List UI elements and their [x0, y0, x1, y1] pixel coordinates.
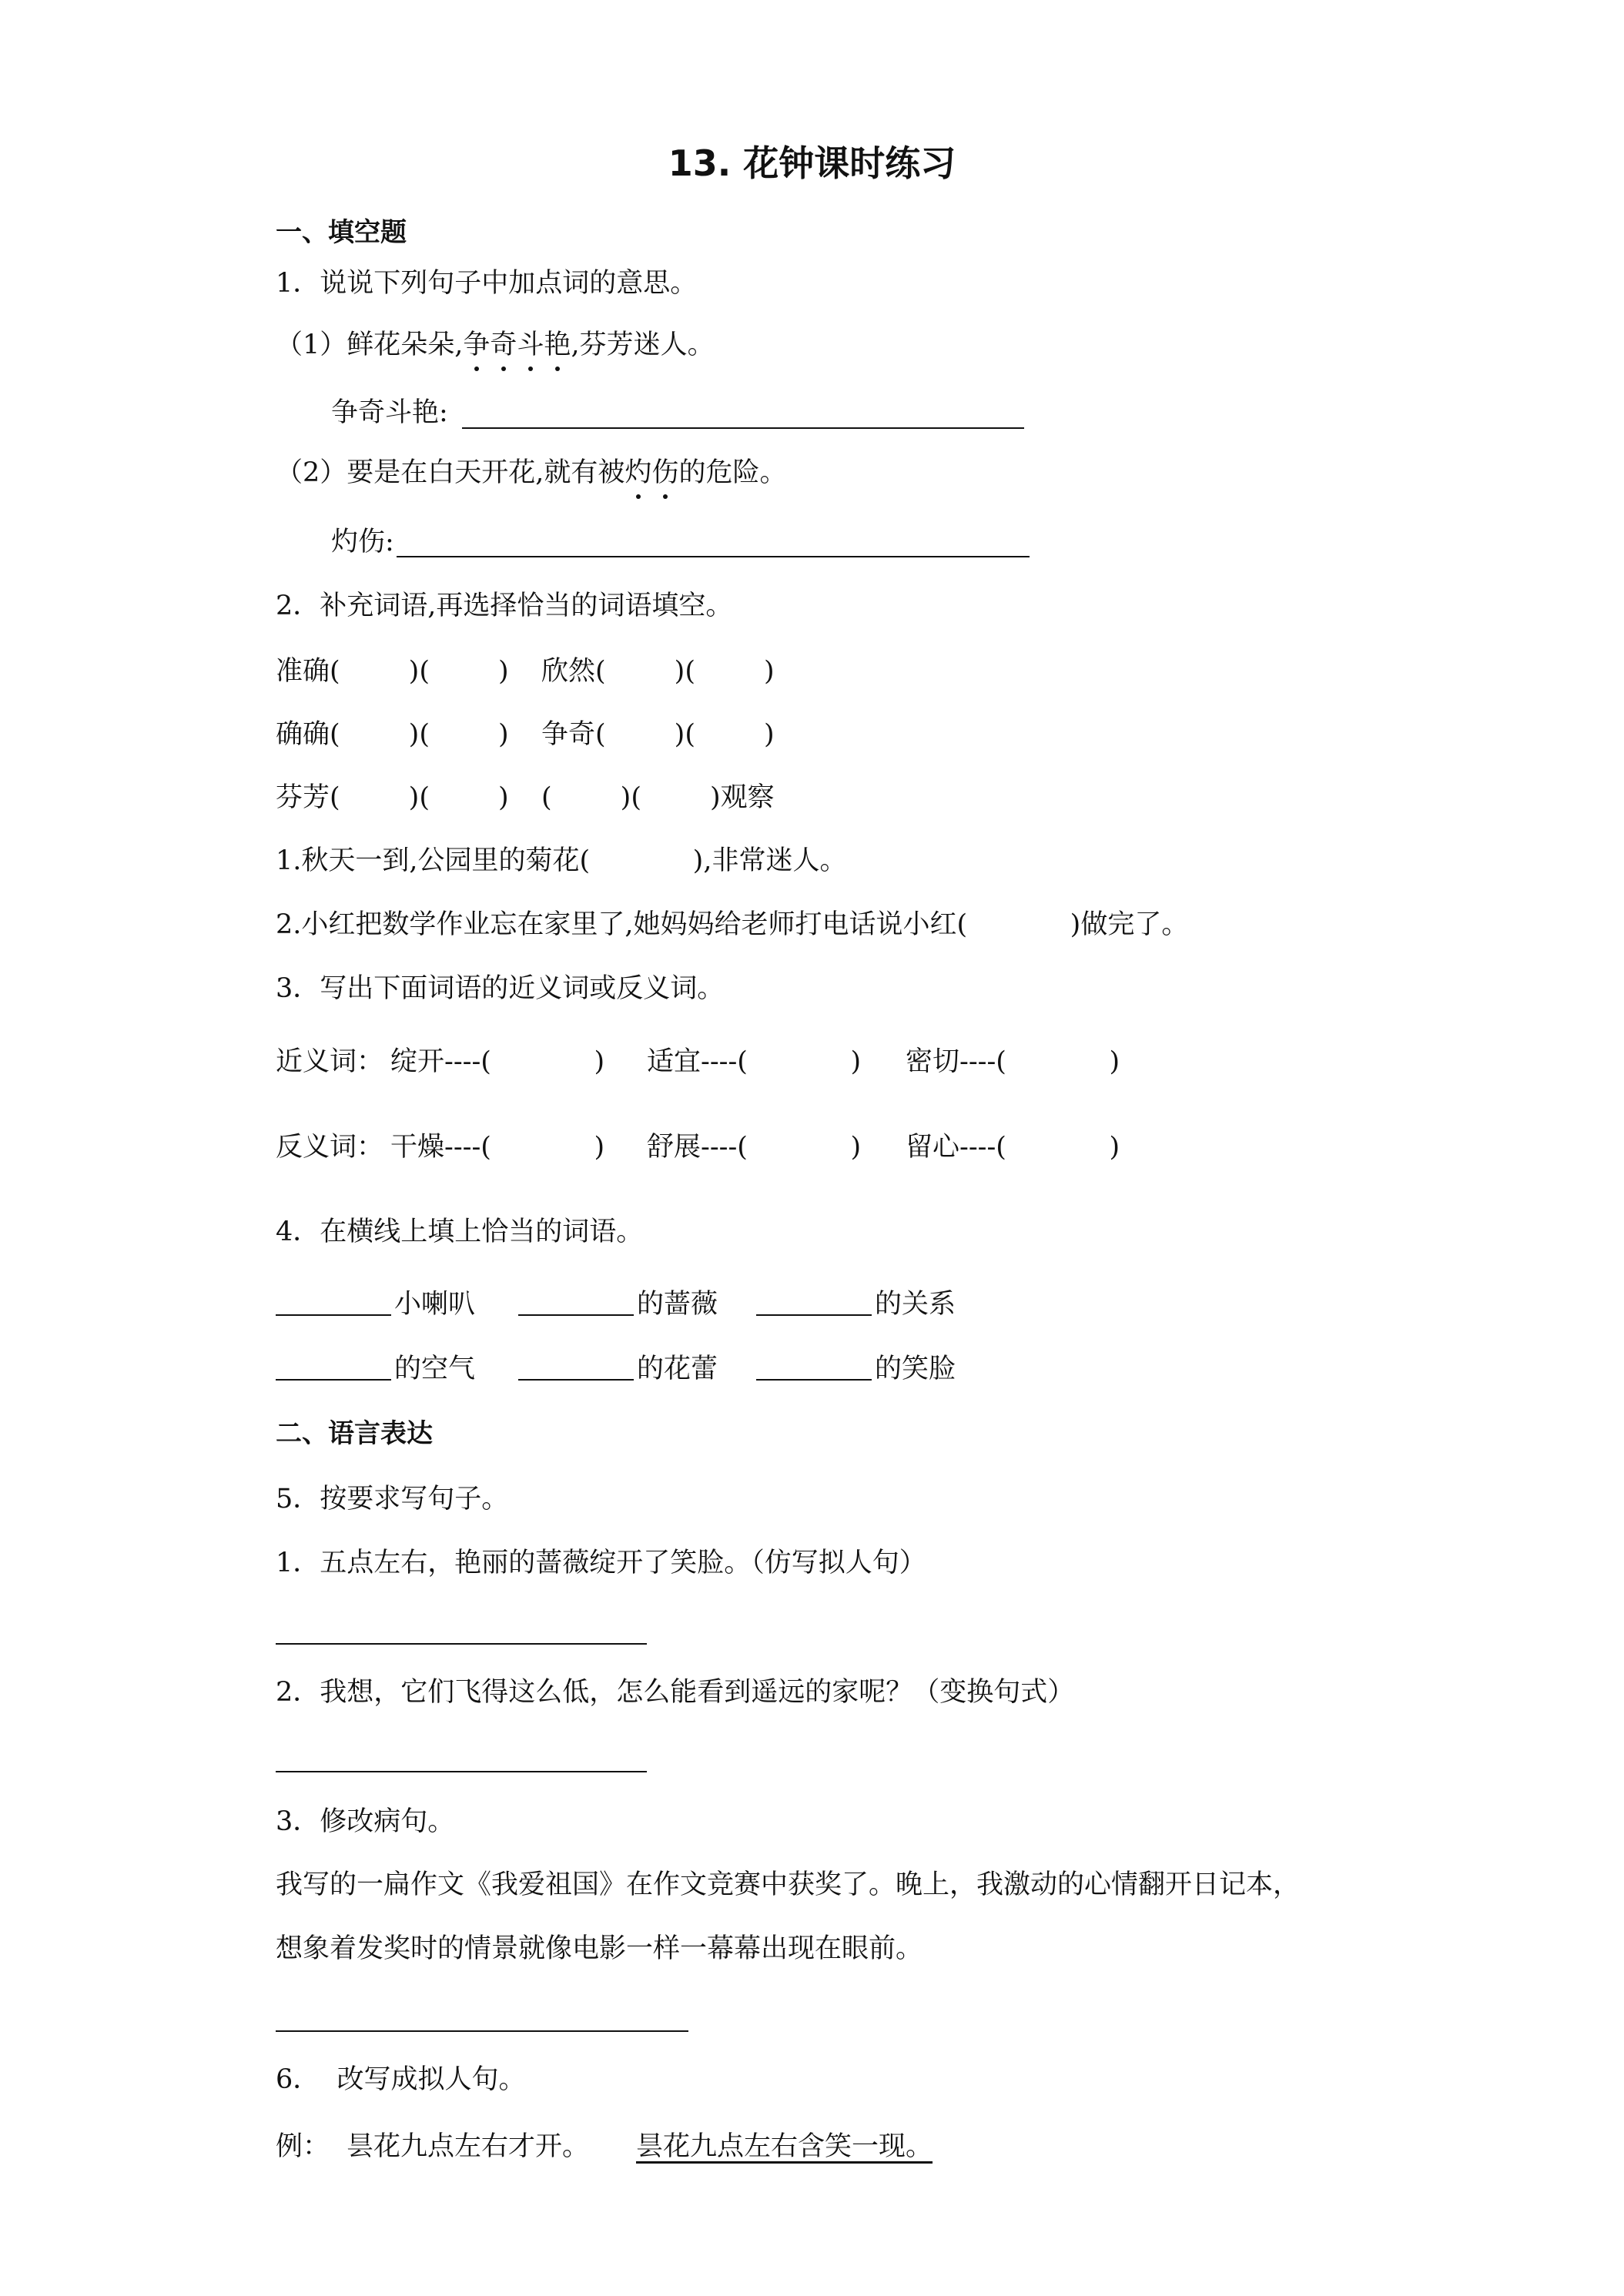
section-heading-expression: 二、语言表达	[276, 1418, 433, 1449]
question-1-sentence-2: （2）要是在白天开花,就有被灼伤的危险。	[276, 454, 786, 491]
faulty-sentence-line-1: 我写的一扁作文《我爱祖国》在作文竞赛中获奖了。晚上，我激动的心情翻开日记本，	[276, 1869, 1301, 1900]
antonym-label: 反义词：	[276, 1132, 384, 1163]
word-blank-1b[interactable]: 欣然( )( )	[541, 656, 775, 687]
fill-sentence-2[interactable]: 2.小红把数学作业忘在家里了,她妈妈给老师打电话说小红( )做完了。	[276, 909, 1189, 940]
dotted-char: 伤	[651, 454, 678, 491]
synonym-blank[interactable]: 适宜----( )	[647, 1046, 862, 1077]
question-4-label: 4．在横线上填上恰当的词语。	[276, 1217, 644, 1247]
antonym-blank[interactable]: 舒展----( )	[647, 1132, 862, 1163]
phrase-blank[interactable]: 的笑脸	[756, 1350, 956, 1387]
example-answer: 昙花九点左右含笑一现。	[636, 2131, 933, 2162]
question-2-label: 2．补充词语,再选择恰当的词语填空。	[276, 591, 733, 621]
answer-line[interactable]	[276, 2030, 688, 2032]
question-3-label: 3．写出下面词语的近义词或反义词。	[276, 973, 725, 1004]
sentence-task-1: 1．五点左右，艳丽的蔷薇绽开了笑脸。（仿写拟人句）	[276, 1548, 926, 1578]
synonym-blank[interactable]: 密切----( )	[906, 1046, 1120, 1077]
question-6-label: 6． 改写成拟人句。	[276, 2064, 526, 2095]
question-1-sentence-1: （1）鲜花朵朵,争奇斗艳,芬芳迷人。	[276, 326, 715, 363]
faulty-sentence-line-2: 想象着发奖时的情景就像电影一样一幕幕出现在眼前。	[276, 1933, 923, 1964]
dotted-char: 艳	[544, 326, 571, 363]
answer-label-zhengqi: 争奇斗艳:	[331, 397, 448, 428]
phrase-blank[interactable]: 的花蕾	[518, 1350, 718, 1387]
question-1-label: 1．说说下列句子中加点词的意思。	[276, 268, 698, 299]
phrase-blank[interactable]: 的蔷薇	[518, 1286, 718, 1323]
fill-sentence-1[interactable]: 1.秋天一到,公园里的菊花( ),非常迷人。	[276, 845, 847, 876]
phrase-blank[interactable]: 小喇叭	[276, 1286, 475, 1323]
dotted-char: 争	[463, 326, 490, 363]
example-source: 昙花九点左右才开。	[347, 2131, 590, 2162]
dotted-char: 斗	[517, 326, 544, 363]
dotted-char: 灼	[624, 454, 651, 491]
antonym-blank[interactable]: 干燥----( )	[390, 1132, 605, 1163]
synonym-label: 近义词：	[276, 1046, 384, 1077]
section-heading-fill-in: 一、填空题	[276, 217, 407, 248]
word-blank-3a[interactable]: 芬芳( )( )	[276, 782, 509, 813]
antonym-blank[interactable]: 留心----( )	[906, 1132, 1120, 1163]
answer-line[interactable]	[397, 556, 1030, 557]
sentence-task-3: 3．修改病句。	[276, 1806, 455, 1837]
word-blank-1a[interactable]: 准确( )( )	[276, 656, 509, 687]
word-blank-3b[interactable]: ( )( )观察	[541, 782, 775, 813]
answer-line[interactable]	[276, 1643, 647, 1645]
answer-line[interactable]	[462, 427, 1024, 429]
word-blank-2a[interactable]: 确确( )( )	[276, 719, 509, 750]
phrase-blank[interactable]: 的空气	[276, 1350, 475, 1387]
example-label: 例：	[276, 2131, 330, 2162]
word-blank-2b[interactable]: 争奇( )( )	[541, 719, 775, 750]
question-5-label: 5．按要求写句子。	[276, 1484, 509, 1514]
answer-label-zhuoshang: 灼伤:	[331, 527, 394, 557]
phrase-blank[interactable]: 的关系	[756, 1286, 956, 1323]
synonym-blank[interactable]: 绽开----( )	[390, 1046, 605, 1077]
page-title: 13. 花钟课时练习	[668, 142, 956, 184]
sentence-task-2: 2．我想，它们飞得这么低，怎么能看到遥远的家呢？（变换句式）	[276, 1677, 1075, 1708]
answer-line[interactable]	[276, 1771, 647, 1772]
dotted-char: 奇	[490, 326, 517, 363]
